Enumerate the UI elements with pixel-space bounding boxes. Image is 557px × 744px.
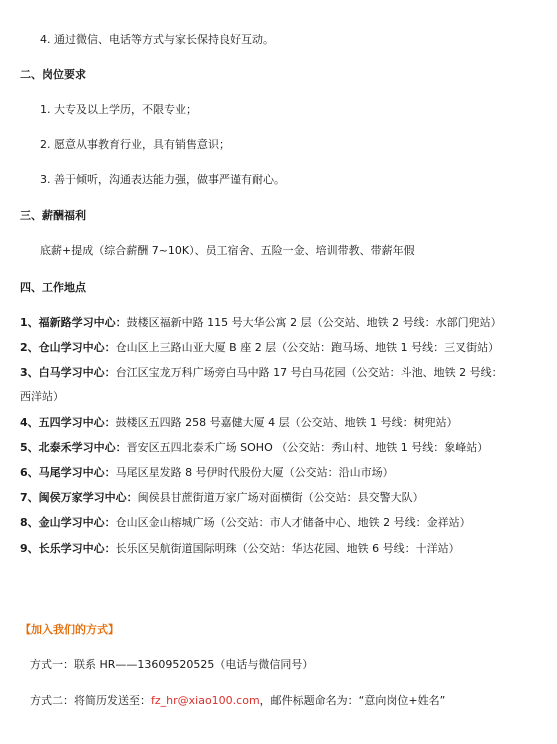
section-requirements-title: 二、岗位要求 [20,68,86,81]
location-name: 3、白马学习中心： [20,366,116,379]
location-address: 仓山区金山榕城广场（公交站：市人才储备中心、地铁 2 号线：金祥站） [115,516,471,529]
location-name: 1、福新路学习中心： [20,316,127,329]
location-address: 鼓楼区福新中路 115 号大华公寓 2 层（公交站、地铁 2 号线：水部门兜站） [126,316,502,329]
location-address: 台江区宝龙万科广场旁白马中路 17 号白马花园（公交站：斗池、地铁 2 号线： [115,366,503,379]
join-us-title: 【加入我们的方式】 [20,623,119,636]
location-item [20,516,471,530]
location-item [20,542,460,556]
location-name: 9、长乐学习中心： [20,542,116,555]
contact-method-1: 方式一：联系 HR——13609520525（电话与微信同号） [30,658,314,671]
salary-text: 底薪+提成（综合薪酬 7~10K）、员工宿舍、五险一金、培训带教、带薪年假 [40,244,415,257]
location-address-continued: 西洋站） [20,390,64,403]
requirement-item-3: 3. 善于倾听，沟通表达能力强，做事严谨有耐心。 [40,173,285,186]
location-name: 6、马尾学习中心： [20,466,116,479]
requirement-item-2: 2. 愿意从事教育行业，具有销售意识； [40,138,230,151]
location-name: 5、北泰禾学习中心： [20,441,127,454]
method-2-prefix: 方式二：将简历发送至： [30,694,151,707]
location-item [20,441,488,455]
location-item [20,416,458,430]
location-item [20,316,502,330]
location-item [20,466,394,480]
location-address: 马尾区星发路 8 号伊时代股份大厦（公交站：沿山市场） [115,466,394,479]
section-salary-title: 三、薪酬福利 [20,209,86,222]
location-address: 晋安区五四北泰禾广场 SOHO （公交站：秀山村、地铁 1 号线：象峰站） [126,441,489,454]
location-item [20,341,499,355]
location-address: 闽侯县甘蔗街道万家广场对面横街（公交站：县交警大队） [137,491,424,504]
location-name: 4、五四学习中心： [20,416,116,429]
requirement-item-1: 1. 大专及以上学历，不限专业； [40,103,197,116]
location-address: 仓山区上三路山亚大厦 B 座 2 层（公交站：跑马场、地铁 1 号线：三叉街站） [115,341,500,354]
location-name: 2、仓山学习中心： [20,341,116,354]
location-name: 8、金山学习中心： [20,516,116,529]
location-item [20,366,503,380]
method-2-suffix: ，邮件标题命名为：“意向岗位+姓名” [259,694,446,707]
location-address: 鼓楼区五四路 258 号嘉健大厦 4 层（公交站、地铁 1 号线：树兜站） [115,416,458,429]
location-address: 长乐区吴航街道国际明珠（公交站：华达花园、地铁 6 号线：十洋站） [115,542,460,555]
duty-item-4: 4. 通过微信、电话等方式与家长保持良好互动。 [40,33,274,46]
hr-email-link[interactable]: fz_hr@xiao100.com [151,694,260,707]
contact-method-2 [30,694,445,708]
location-item [20,491,424,505]
section-location-title: 四、工作地点 [20,281,86,294]
location-name: 7、闽侯万家学习中心： [20,491,138,504]
